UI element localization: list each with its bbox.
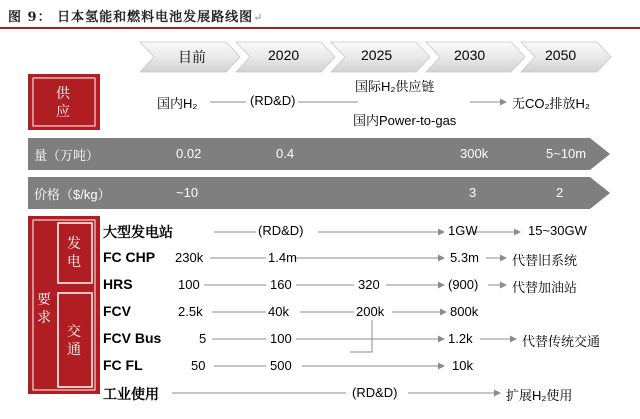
row5-now: 5 xyxy=(199,331,207,346)
row7-name: 工业使用 xyxy=(103,386,159,402)
timeline-now: 目前 xyxy=(178,49,206,65)
row1-2030: 1GW xyxy=(448,223,478,238)
volume-2020: 0.4 xyxy=(276,146,295,161)
row2-2030: 5.3m xyxy=(450,250,479,265)
row3-2030: (900) xyxy=(448,277,479,292)
return-mark: ↵ xyxy=(253,11,264,24)
supply-intl-chain: 国际H₂供应链 xyxy=(355,79,435,94)
row1-name: 大型发电站 xyxy=(103,224,173,240)
row6-2030: 10k xyxy=(452,358,473,373)
row5-2030: 1.2k xyxy=(448,331,473,346)
price-now: ~10 xyxy=(176,185,199,200)
row3-name: HRS xyxy=(103,276,133,292)
row5-2050: 代替传统交通 xyxy=(522,334,601,349)
figure-label: 图 9： xyxy=(8,10,52,25)
fcv-connector xyxy=(350,320,372,352)
timeline-2020: 2020 xyxy=(268,47,300,63)
row5-2020: 100 xyxy=(270,331,292,346)
volume-now: 0.02 xyxy=(176,146,202,161)
row3-2025: 320 xyxy=(358,277,380,292)
power-group-label: 发电 xyxy=(67,235,81,269)
price-label: 价格（$/kg） xyxy=(34,187,111,202)
timeline-2030: 2030 xyxy=(454,47,486,63)
row7-rd: (RD&D) xyxy=(352,385,398,400)
price-2050: 2 xyxy=(556,185,564,200)
volume-label: 量（万吨） xyxy=(34,148,100,163)
row1-2050: 15~30GW xyxy=(528,223,587,238)
supply-h2-domestic: 国内H₂ xyxy=(157,96,198,111)
price-2030: 3 xyxy=(469,185,477,200)
demand-label: 要求 xyxy=(37,291,51,325)
row2-2020: 1.4m xyxy=(268,250,297,265)
row4-2025: 200k xyxy=(356,304,385,319)
row6-now: 50 xyxy=(191,358,206,373)
transport-group-label: 交通 xyxy=(67,323,81,357)
timeline-2050: 2050 xyxy=(545,47,577,63)
row4-name: FCV xyxy=(103,303,131,319)
row3-2020: 160 xyxy=(270,277,292,292)
volume-2050: 5~10m xyxy=(546,146,587,161)
row2-2050: 代替旧系统 xyxy=(512,253,578,268)
row7-2050: 扩展H₂使用 xyxy=(506,388,573,403)
supply-label: 供应 xyxy=(56,85,70,119)
timeline-2025: 2025 xyxy=(361,47,393,63)
row5-name: FCV Bus xyxy=(103,330,162,346)
supply-rd: (RD&D) xyxy=(250,93,296,108)
volume-2030: 300k xyxy=(460,146,489,161)
figure-title-text: 日本氢能和燃料电池发展路线图 xyxy=(57,10,254,25)
row4-now: 2.5k xyxy=(178,304,203,319)
volume-band xyxy=(28,138,610,170)
row1-rd: (RD&D) xyxy=(258,223,304,238)
row4-2020: 40k xyxy=(268,304,289,319)
row2-now: 230k xyxy=(175,250,204,265)
row2-name: FC CHP xyxy=(103,249,156,265)
row6-2020: 500 xyxy=(270,358,292,373)
price-band xyxy=(28,177,610,209)
row6-name: FC FL xyxy=(103,357,143,373)
supply-co2-free: 无CO₂排放H₂ xyxy=(512,96,590,111)
row4-2030: 800k xyxy=(450,304,479,319)
supply-power-to-gas: 国内Power-to-gas xyxy=(353,113,457,128)
row3-now: 100 xyxy=(178,277,200,292)
row3-2050: 代替加油站 xyxy=(512,280,578,295)
